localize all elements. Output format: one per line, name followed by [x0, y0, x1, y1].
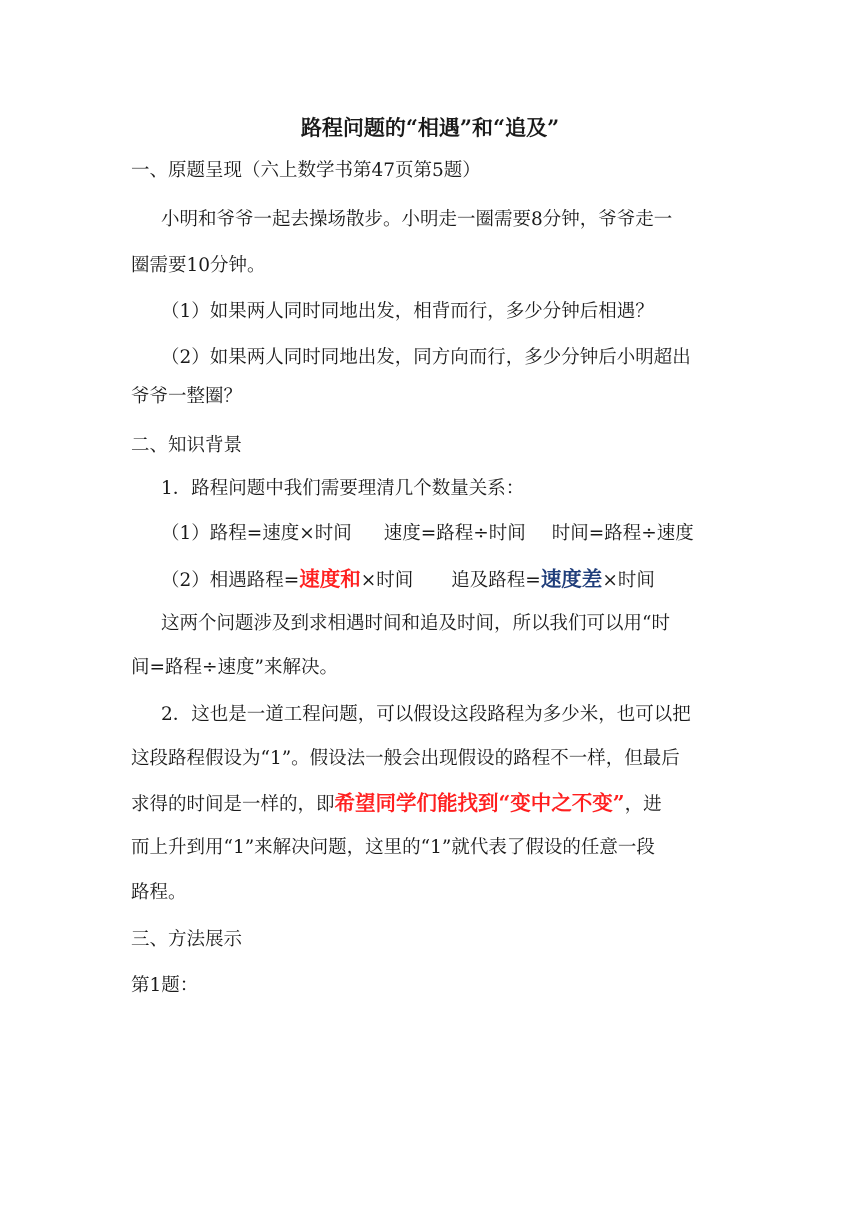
chase-distance-label: 追及路程= — [451, 570, 541, 591]
method-item-1: 第1题： — [131, 975, 199, 996]
chase-time-label: ×时间 — [602, 570, 655, 591]
point2-text-before: 求得的时间是一样的，即 — [131, 794, 335, 815]
problem-paragraph-line1: 小明和爷爷一起去操场散步。小明走一圈需要8分钟，爷爷走一 — [161, 209, 673, 230]
question-1: （1）如果两人同时同地出发，相背而行，多少分钟后相遇？ — [161, 301, 654, 322]
knowledge-point-2-line2: 这段路程假设为“1”。假设法一般会出现假设的路程不一样，但最后 — [131, 748, 680, 769]
point2-text-after: ，进 — [624, 794, 662, 815]
speed-sum-highlight: 速度和 — [299, 567, 361, 591]
explanation-line1: 这两个问题涉及到求相遇时间和追及时间，所以我们可以用“时 — [161, 613, 670, 634]
relation-distance: （1）路程=速度×时间 — [161, 523, 352, 544]
section3-heading: 三、方法展示 — [131, 929, 243, 950]
relation-time: 时间=路程÷速度 — [551, 523, 694, 544]
knowledge-point-2-line1: 2．这也是一道工程问题，可以假设这段路程为多少米，也可以把 — [161, 704, 691, 725]
knowledge-point-1: 1．路程问题中我们需要理清几个数量关系： — [161, 478, 525, 499]
question-2-line1: （2）如果两人同时同地出发，同方向而行，多少分钟后小明超出 — [161, 347, 691, 368]
meet-distance-label: （2）相遇路程= — [161, 570, 300, 591]
meet-time-label: ×时间 — [360, 570, 414, 591]
problem-paragraph-line2: 圈需要10分钟。 — [131, 255, 266, 276]
speed-diff-highlight: 速度差 — [540, 567, 603, 591]
knowledge-point-2-line3 — [131, 790, 860, 818]
section1-heading: 一、原题呈现（六上数学书第47页第5题） — [131, 160, 481, 181]
explanation-line2: 间=路程÷速度”来解决。 — [131, 657, 338, 678]
knowledge-point-2-line4: 而上升到用“1”来解决问题，这里的“1”就代表了假设的任意一段 — [131, 837, 655, 858]
knowledge-point-2-line5: 路程。 — [131, 882, 187, 903]
relation-row-2 — [161, 566, 860, 594]
document-title: 路程问题的“相遇”和“追及” — [300, 115, 560, 140]
section2-heading: 二、知识背景 — [131, 435, 243, 456]
relation-speed: 速度=路程÷时间 — [383, 523, 526, 544]
relation-row-1 — [161, 521, 860, 547]
invariance-highlight: 希望同学们能找到“变中之不变” — [334, 791, 625, 815]
question-2-line2: 爷爷一整圈？ — [131, 386, 243, 407]
